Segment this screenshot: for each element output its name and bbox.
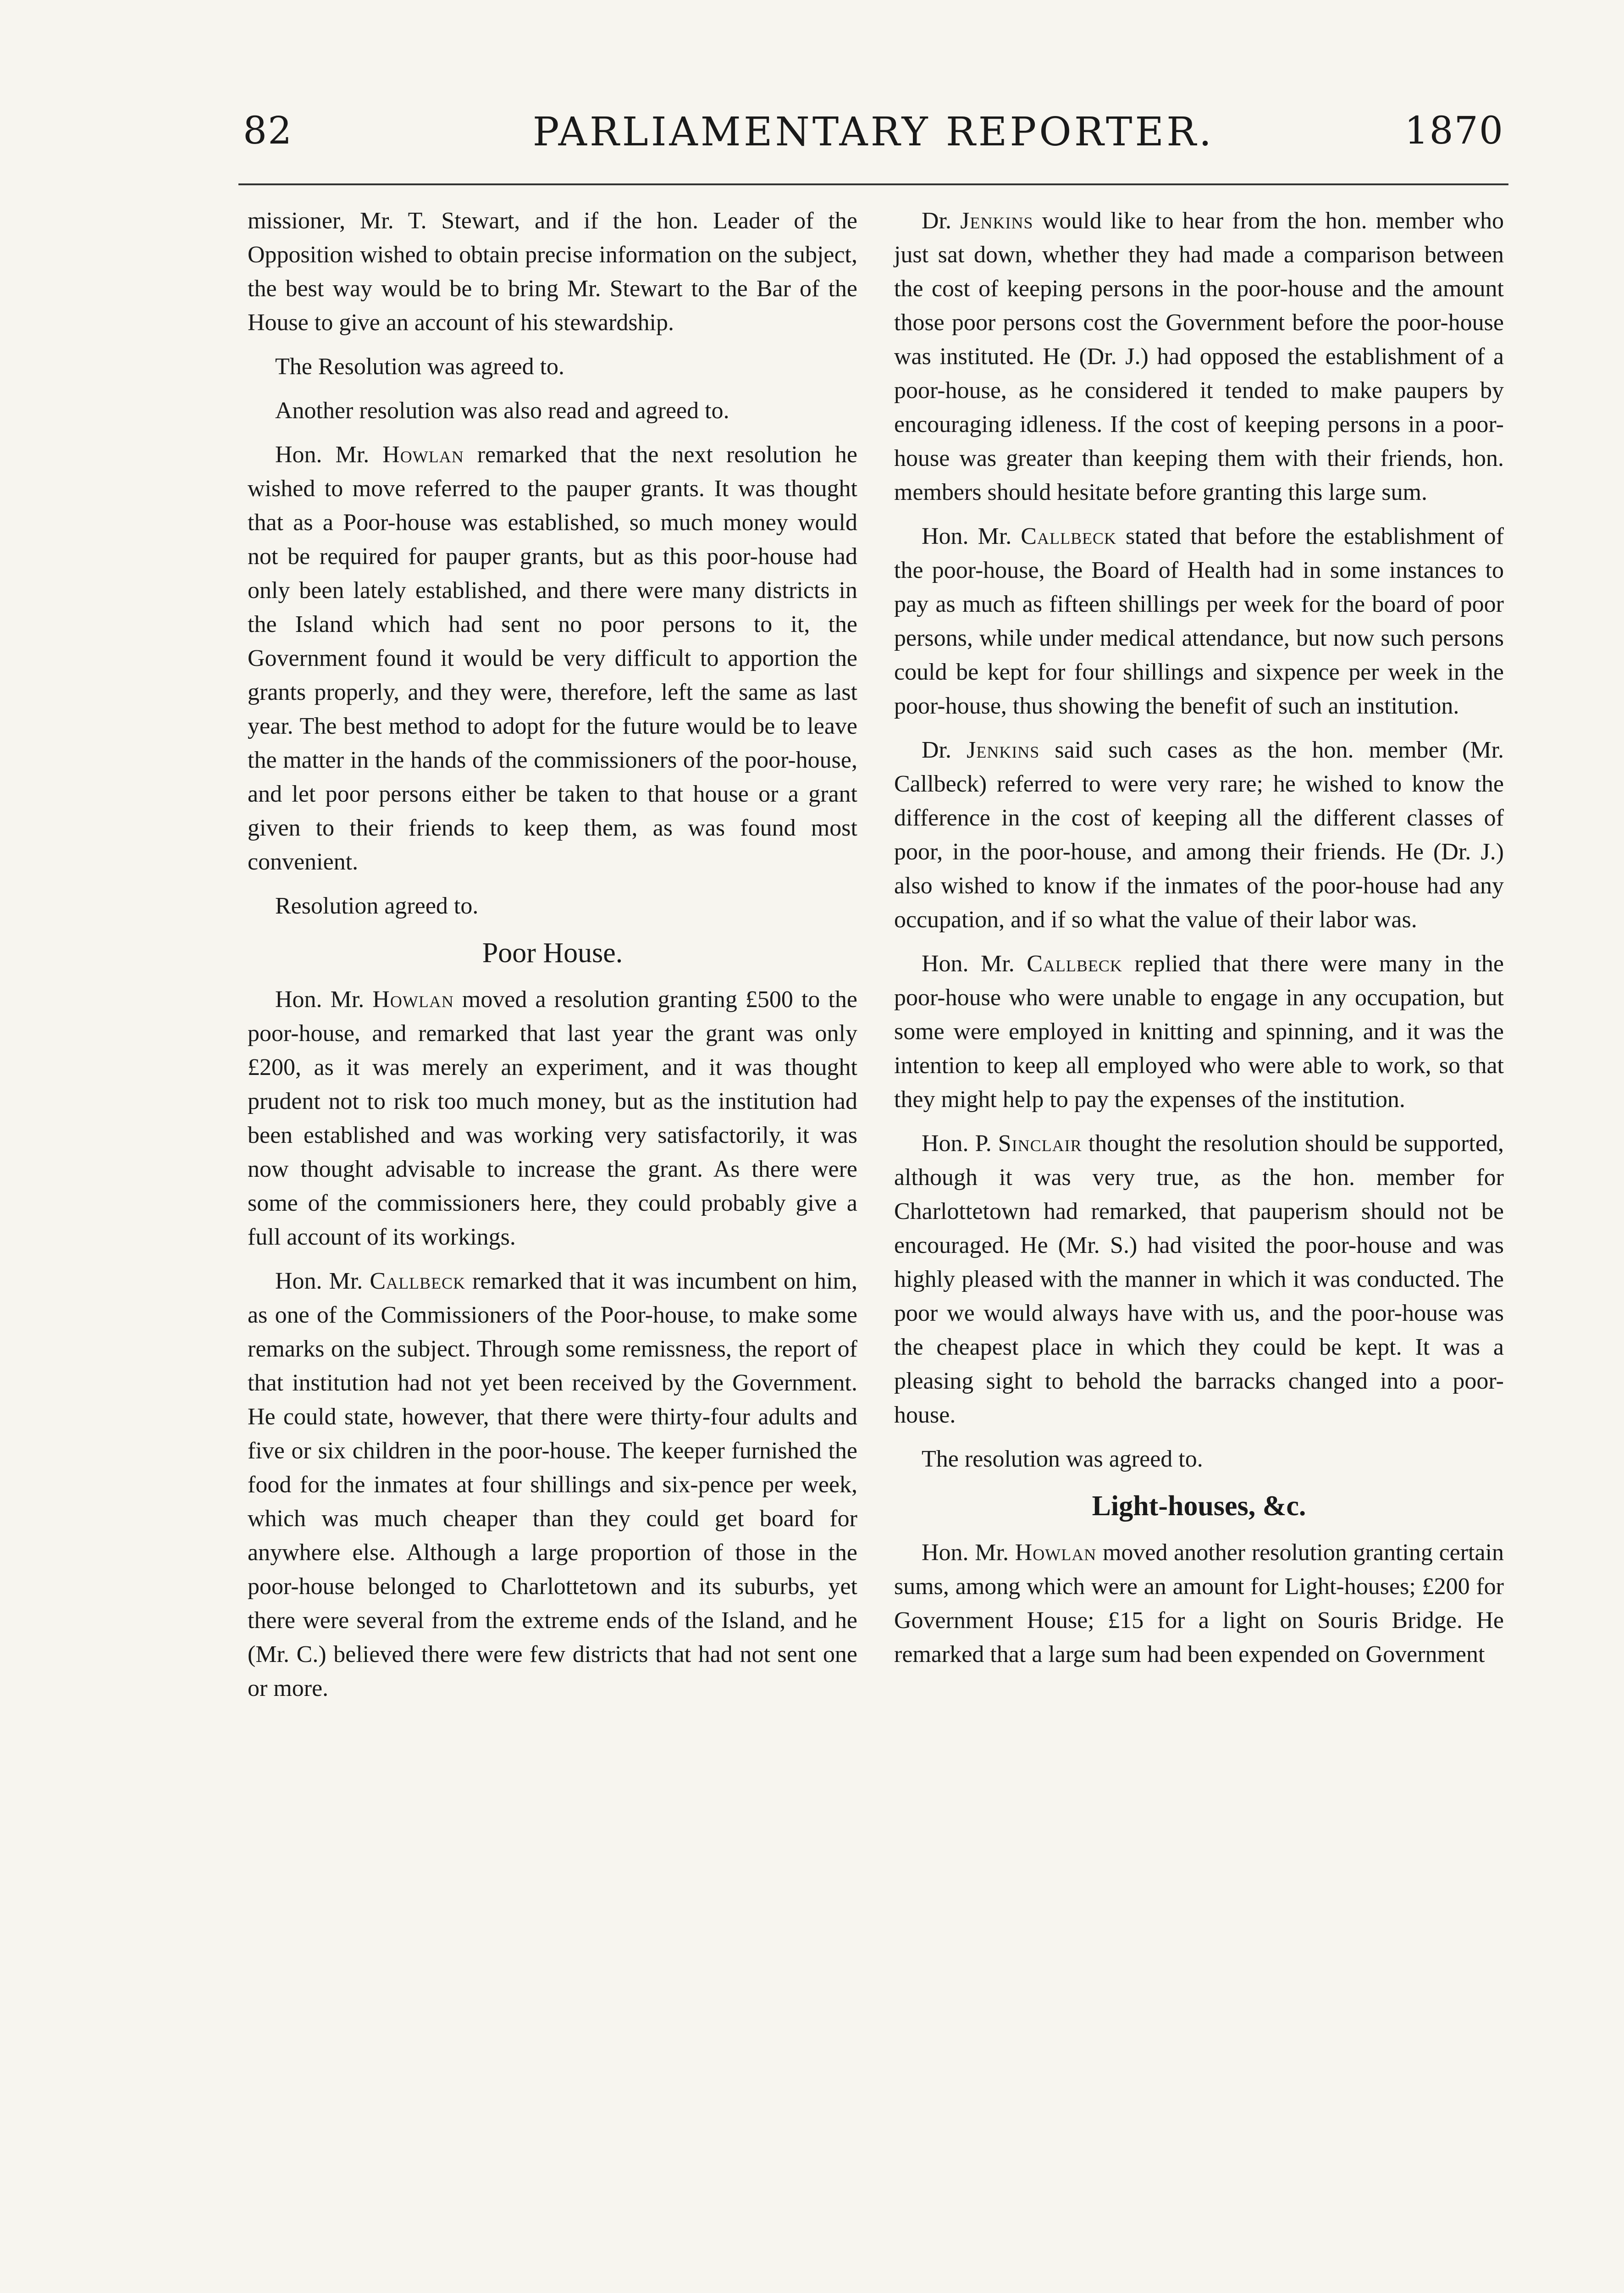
paragraph: [248, 438, 857, 879]
paragraph: missioner, Mr. T. Stewart, and if the hon. Leader of the Opposition wished to obtain precise information on the subject, the best way would be to bring Mr. Stewart to the Bar of the House to give an account of his stewardship.: [248, 208, 857, 336]
header-rule: [238, 183, 1508, 185]
section-heading: Poor House.: [482, 937, 623, 969]
paragraph-text: remarked that it was incumbent on him, as one of the Commissioners of the Poor-house, to make some remarks on the subject. Through some remissness, the report of that institution had not yet been received by the Government. He could state, however, that there were thirty-four adults and five or six children in the poor-house. The keeper furnished the food for the inmates at four shillings and six-pence per week, which was much cheaper than they could get board for anywhere else. Although a large proportion of those in the poor-house belonged to Charlottetown and its suburbs, yet there were several from the extreme ends of the Island, and he (Mr. C.) believed there were few districts that had not sent one or more.: [248, 1268, 858, 1701]
paragraph: Resolution agreed to.: [275, 893, 479, 919]
speaker-name: Howlan: [372, 986, 454, 1013]
paragraph-text: said such cases as the hon. member (Mr. Callbeck) referred to were very rare; he wished to know the difference in the cost of keeping all the different classes of poor, in the poor-house, and among their friends. He (Dr. J.) also wished to know if the inmates of the poor-house had any occupation, and if so what the value of their labor was.: [894, 737, 1504, 933]
paragraph: [894, 1127, 1504, 1432]
speaker-prefix: Hon. Mr.: [275, 1268, 363, 1294]
speaker-name: Jenkins: [967, 737, 1040, 763]
page-header: [238, 105, 1508, 165]
paragraph: [248, 1264, 857, 1706]
publication-year: 1870: [1404, 109, 1504, 153]
paragraph: [248, 983, 857, 1254]
speaker-prefix: Hon. Mr.: [275, 442, 370, 468]
speaker-prefix: Hon. Mr.: [922, 1540, 1009, 1566]
paragraph-text: thought the resolution should be supported, although it was very true, as the hon. member for Charlottetown had remarked, that pauperism should not be encouraged. He (Mr. S.) had visited the poor-house and was highly pleased with the manner in which it was conducted. The poor we would always have with us, and the poor-house was the cheapest place in which they could be kept. It was a pleasing sight to behold the barracks changed into a poor-house.: [894, 1130, 1504, 1428]
speaker-prefix: Dr.: [922, 737, 951, 763]
speaker-prefix: Hon. Mr.: [275, 986, 365, 1013]
speaker-name: Callbeck: [1021, 523, 1116, 549]
paragraph: [894, 520, 1504, 723]
speaker-name: Sinclair: [998, 1130, 1082, 1157]
speaker-name: Howlan: [1015, 1540, 1097, 1566]
paragraph: The Resolution was agreed to.: [275, 354, 565, 380]
left-column: [248, 204, 857, 1716]
speaker-prefix: Dr.: [922, 208, 951, 234]
right-column: [894, 204, 1504, 1682]
speaker-prefix: Hon. P.: [922, 1130, 992, 1157]
paragraph-text: replied that there were many in the poor-house who were unable to engage in any occupation, but some were employed in knitting and spinning, and it was the intention to keep all employed who were able to work, so that they might help to pay the expenses of the institution.: [894, 951, 1504, 1113]
speaker-name: Jenkins: [960, 208, 1033, 234]
speaker-name: Howlan: [382, 442, 464, 468]
paragraph: [894, 1536, 1504, 1672]
speaker-name: Callbeck: [1027, 951, 1122, 977]
paragraph-text: would like to hear from the hon. member who just sat down, whether they had made a comparison between the cost of keeping persons in the poor-house and the amount those poor persons cost the Government before the poor-house was instituted. He (Dr. J.) had opposed the establishment of a poor-house, as he considered it tended to make paupers by encouraging idleness. If the cost of keeping persons in a poor-house was greater than keeping them with their friends, hon. members should hesitate before granting this large sum.: [894, 208, 1504, 505]
publication-title: PARLIAMENTARY REPORTER.: [532, 109, 1215, 155]
paragraph: [894, 204, 1504, 510]
page-number: 82: [243, 109, 293, 153]
section-heading: Light-houses, &c.: [1092, 1490, 1306, 1522]
paragraph: [894, 947, 1504, 1117]
paragraph: [894, 733, 1504, 937]
speaker-name: Callbeck: [370, 1268, 466, 1294]
speaker-prefix: Hon. Mr.: [922, 951, 1015, 977]
paragraph-text: remarked that the next resolution he wished to move referred to the pauper grants. It was thought that as a Poor-house was established, so much money would not be required for pauper grants, but as this poor-house had only been lately established, and there were many districts in the Island which had sent no poor persons to it, the Government found it would be very difficult to apportion the grants properly, and they were, therefore, left the same as last year. The best method to adopt for the future would be to leave the matter in the hands of the commissioners of the poor-house, and let poor persons either be taken to that house or a grant given to their friends to keep them, as was found most convenient.: [248, 442, 857, 875]
paragraph: The resolution was agreed to.: [922, 1446, 1203, 1472]
paragraph: Another resolution was also read and agreed to.: [275, 398, 729, 424]
speaker-prefix: Hon. Mr.: [922, 523, 1012, 549]
paragraph-text: moved a resolution granting £500 to the poor-house, and remarked that last year the grant was only £200, as it was merely an experiment, and it was thought prudent not to risk too much money, but as the institution had been established and was working very satisfactorily, it was now thought advisable to increase the grant. As there were some of the commissioners here, they could probably give a full account of its workings.: [248, 986, 857, 1250]
paragraph-text: moved another resolution granting certain sums, among which were an amount for Light-houses; £200 for Government House; £15 for a light on Souris Bridge. He remarked that a large sum had been expended on Government: [894, 1540, 1504, 1667]
paragraph-text: stated that before the establishment of the poor-house, the Board of Health had in some instances to pay as much as fifteen shillings per week for the board of poor persons, while under medical attendance, but now such persons could be kept for four shillings and sixpence per week in the poor-house, thus showing the benefit of such an institution.: [894, 523, 1504, 719]
